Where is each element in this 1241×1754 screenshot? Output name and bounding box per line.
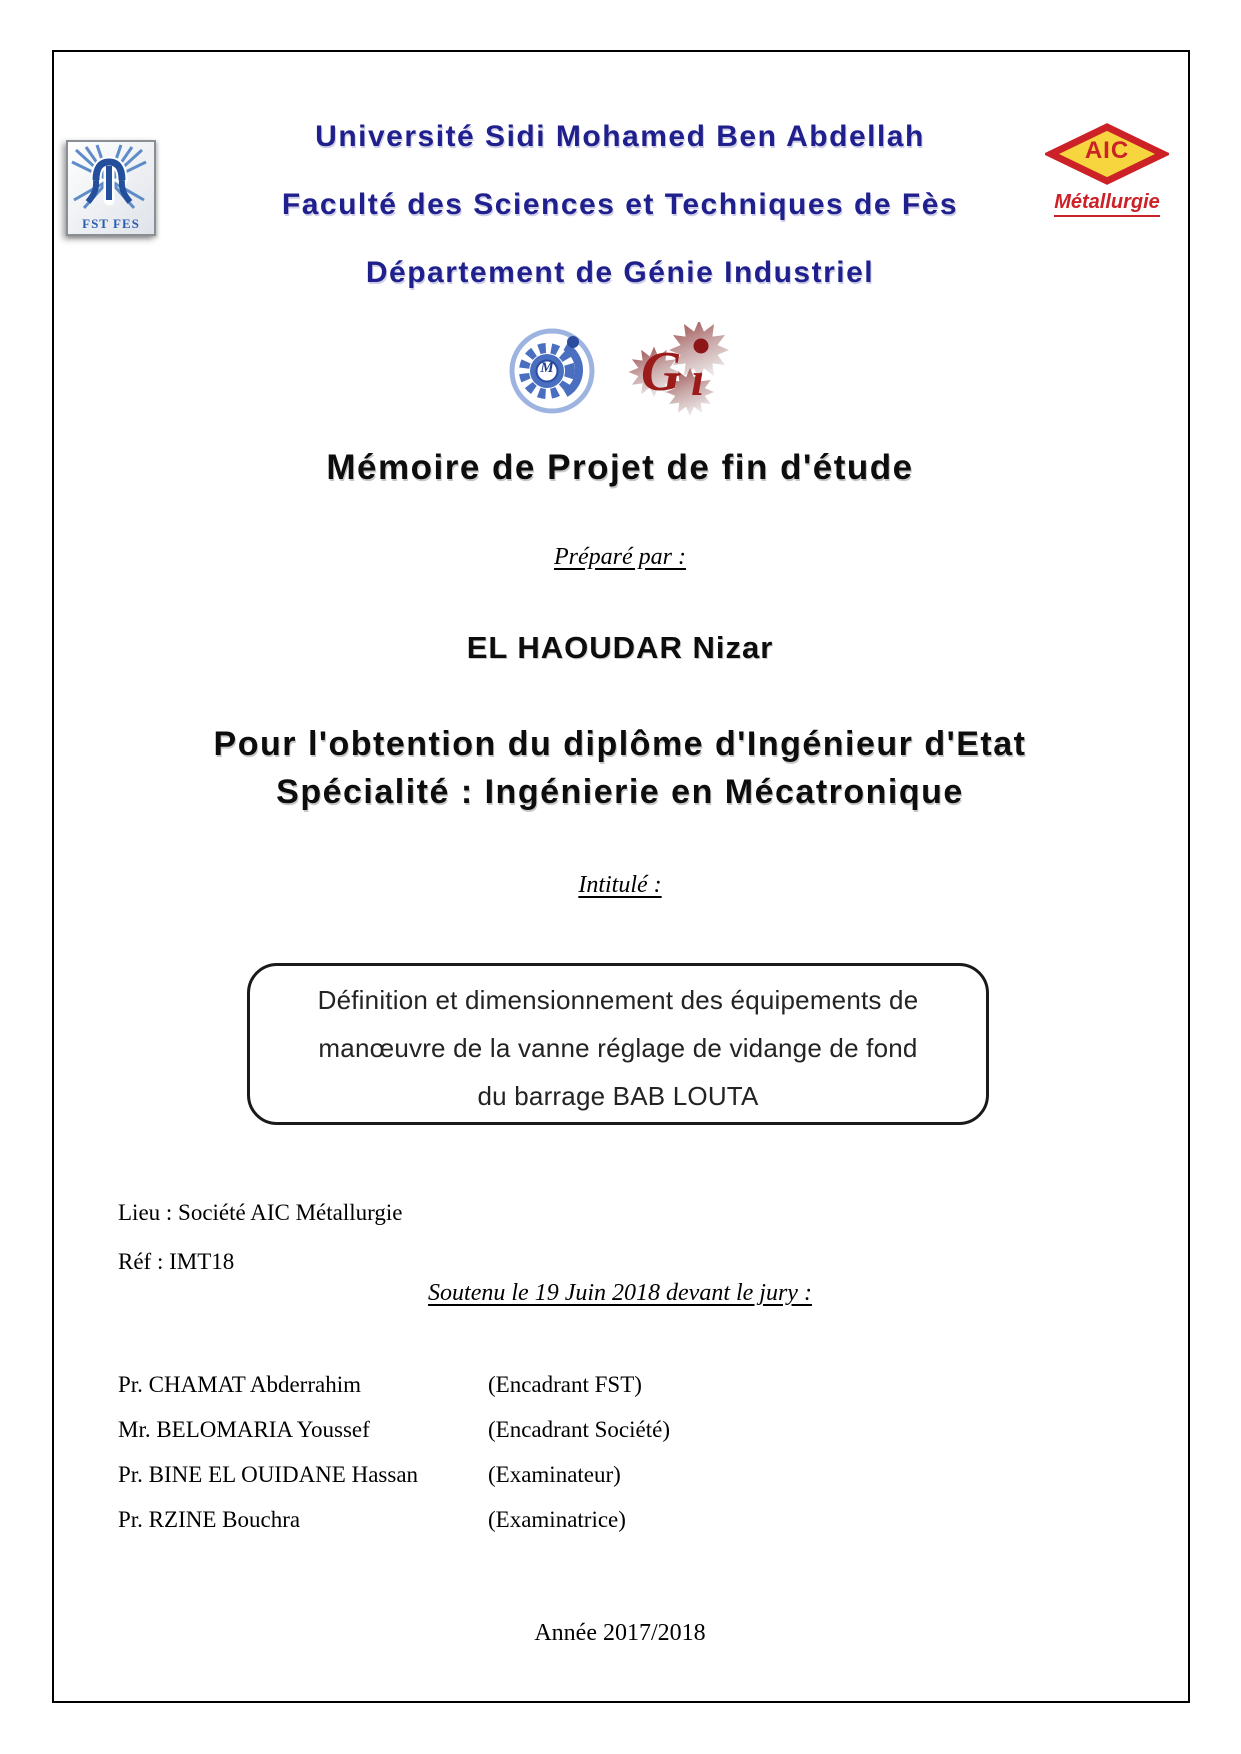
degree-statement xyxy=(53,720,1187,816)
fst-fes-logo-label: FST FES xyxy=(82,216,140,231)
aic-logo-name: Métallurgie xyxy=(1054,191,1160,217)
gi-logo-letter-i: ı xyxy=(691,353,705,406)
jury-member-name: Mr. BELOMARIA Youssef xyxy=(118,1417,370,1442)
intitule-label: Intitulé : xyxy=(578,872,662,898)
project-title-box xyxy=(247,963,989,1125)
project-title-line3: du barrage BAB LOUTA xyxy=(477,1081,759,1111)
jury-member-role: (Encadrant Société) xyxy=(488,1417,670,1442)
department-name: Département de Génie Industriel xyxy=(365,256,875,289)
genie-industriel-logo xyxy=(627,322,731,418)
reference-line: Réf : IMT18 xyxy=(118,1249,235,1274)
gi-logo-letter-g: G xyxy=(641,341,682,403)
jury-member-name: Pr. RZINE Bouchra xyxy=(118,1507,301,1532)
prepared-by-label: Préparé par : xyxy=(554,544,686,570)
university-name: Université Sidi Mohamed Ben Abdellah xyxy=(315,120,925,153)
author-name: EL HAOUDAR Nizar xyxy=(466,630,774,665)
academic-year: Année 2017/2018 xyxy=(534,1620,706,1646)
degree-line2: Spécialité : Ingénierie en Mécatronique xyxy=(276,773,964,811)
jury-member-name: Pr. BINE EL OUIDANE Hassan xyxy=(118,1462,419,1487)
jury-member-role: (Examinateur) xyxy=(488,1462,621,1487)
degree-line1: Pour l'obtention du diplôme d'Ingénieur d'Etat xyxy=(213,725,1027,763)
department-logos xyxy=(53,322,1187,426)
project-title-line1: Définition et dimensionnement des équipements de xyxy=(317,985,919,1015)
mecatronique-logo-letter: M xyxy=(540,360,554,376)
document-title: Mémoire de Projet de fin d'étude xyxy=(326,448,914,487)
jury-member-name: Pr. CHAMAT Abderrahim xyxy=(118,1372,361,1397)
jury-member-role: (Examinatrice) xyxy=(488,1507,626,1532)
mecatronique-gear-logo xyxy=(509,322,595,416)
jury-member-role: (Encadrant FST) xyxy=(488,1372,642,1397)
project-title-line2: manœuvre de la vanne réglage de vidange de fond xyxy=(318,1033,918,1063)
aic-logo-acronym: AIC xyxy=(1084,137,1130,164)
location-line: Lieu : Société AIC Métallurgie xyxy=(118,1200,403,1225)
faculty-name: Faculté des Sciences et Techniques de Fès xyxy=(281,188,959,221)
defense-line: Soutenu le 19 Juin 2018 devant le jury : xyxy=(428,1280,812,1306)
